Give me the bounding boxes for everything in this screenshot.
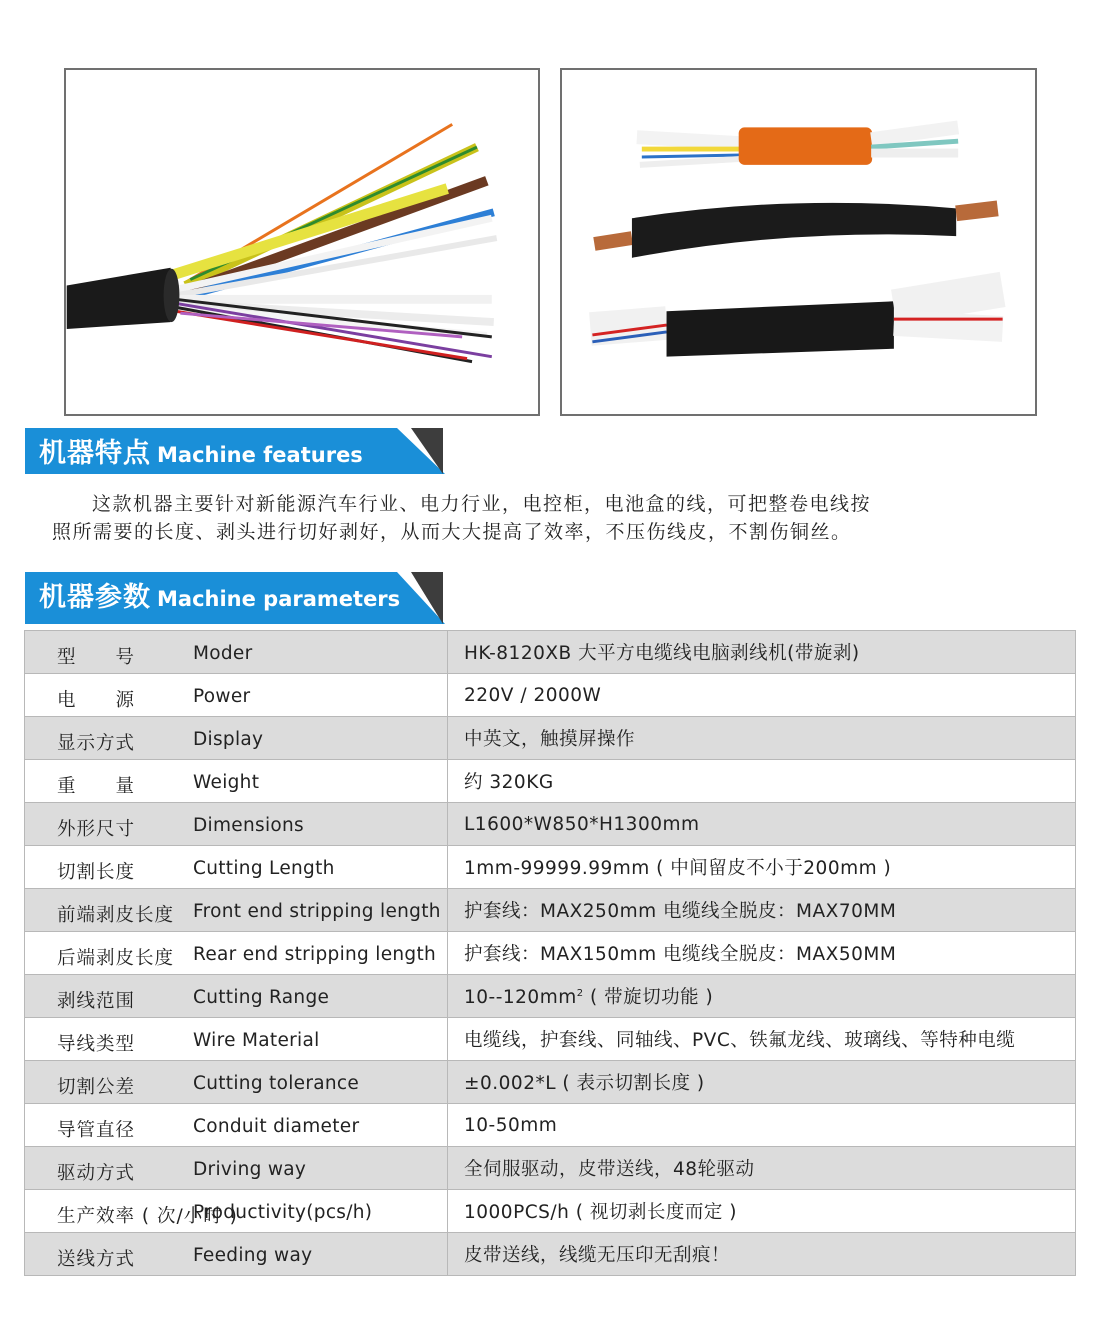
param-name-cn: 剥线范围 [57,991,136,1012]
param-name-en: Driving way [193,1159,307,1180]
table-row [25,1061,1076,1104]
param-name-cell [25,889,448,932]
param-value: 电缆线，护套线、同轴线、PVC、铁氟龙线、玻璃线、等特种电缆 [464,1030,1016,1051]
param-name-en: Power [193,686,251,707]
param-name-en: Feeding way [193,1245,313,1266]
cable-photo-left [64,68,540,416]
multicore-cable-illustration [66,70,538,414]
param-name-cell [25,975,448,1018]
param-name-cell [25,1147,448,1190]
param-name-cn: 切割公差 [57,1077,136,1098]
table-row [25,803,1076,846]
param-value: 护套线：MAX150mm 电缆线全脱皮：MAX50MM [464,944,897,965]
param-name-cell [25,803,448,846]
param-value: 全伺服驱动，皮带送线，48轮驱动 [464,1159,755,1180]
table-row [25,846,1076,889]
table-row [25,760,1076,803]
table-row [25,932,1076,975]
param-name-en: Dimensions [193,815,304,836]
params-section-title [39,580,400,619]
param-name-en: Cutting Length [193,858,335,879]
param-value-cell [448,1190,1076,1233]
param-value-suffix: ( 带旋切功能 ) [583,987,714,1008]
table-row [25,674,1076,717]
param-name-cn: 送线方式 [57,1249,136,1270]
param-value: 中英文，触摸屏操作 [464,729,636,750]
param-name-cn: 驱动方式 [57,1163,136,1184]
cable-photo-right [560,68,1037,416]
param-name-cell [25,674,448,717]
param-name-en: Front end stripping length [193,901,441,922]
table-row [25,1018,1076,1061]
parameters-table [24,630,1076,1276]
table-row [25,1190,1076,1233]
param-value: L1600*W850*H1300mm [464,813,700,835]
param-value-cell [448,760,1076,803]
features-section-banner [25,428,445,480]
three-cables-illustration [562,70,1035,414]
table-row [25,631,1076,674]
black-copper-cable [594,203,997,258]
param-value: ±0.002*L ( 表示切割长度 ) [464,1073,705,1094]
table-row [25,717,1076,760]
param-name-en: Conduit diameter [193,1116,360,1137]
param-name-cell [25,1104,448,1147]
param-value-cell [448,717,1076,760]
param-value: 护套线：MAX250mm 电缆线全脱皮：MAX70MM [464,901,897,922]
features-title-en: Machine features [157,443,363,467]
table-row [25,1147,1076,1190]
param-name-cell [25,1018,448,1061]
param-name-cn: 前端剥皮长度 [57,905,175,926]
features-section-title [39,436,363,475]
params-title-en: Machine parameters [157,587,401,611]
param-value-cell [448,803,1076,846]
param-name-en: Display [193,729,264,750]
param-value: HK-8120XB 大平方电缆线电脑剥线机(带旋剥) [464,643,860,664]
features-title-cn: 机器特点 [39,438,151,469]
param-value-cell [448,1018,1076,1061]
param-name-en: Moder [193,643,253,664]
param-name-en: Productivity(pcs/h) [193,1202,373,1223]
param-name-cn: 重 量 [57,776,136,797]
param-value: 220V / 2000W [464,684,602,706]
param-name-cell [25,631,448,674]
table-row [25,1104,1076,1147]
description-line-1: 这款机器主要针对新能源汽车行业、电力行业，电控柜，电池盒的线，可把整卷电线按 [92,493,872,515]
orange-cable [637,127,958,165]
param-value-cell [448,932,1076,975]
param-name-cn: 导线类型 [57,1034,136,1055]
param-value-cell [448,889,1076,932]
param-name-en: Wire Material [193,1030,320,1051]
params-title-cn: 机器参数 [39,582,151,613]
param-value: 10--120mm [464,987,577,1008]
parameters-section-banner [25,572,445,624]
param-value-cell [448,1147,1076,1190]
param-name-cell [25,1233,448,1276]
param-value-cell [448,631,1076,674]
param-name-en: Cutting Range [193,987,330,1008]
param-name-cn: 电 源 [57,690,136,711]
param-name-cell [25,1061,448,1104]
param-name-cn: 生产效率 ( 次/小时 ) [57,1206,238,1227]
param-value: 约 320KG [464,772,554,793]
param-value: 10-50mm [464,1114,558,1136]
description-line-2: 照所需要的长度、剥头进行切好剥好，从而大大提高了效率，不压伤线皮，不割伤铜丝。 [52,521,852,543]
param-name-cn: 外形尺寸 [57,819,136,840]
table-row [25,889,1076,932]
param-name-cn: 后端剥皮长度 [57,948,175,969]
param-name-cell [25,932,448,975]
table-row [25,1233,1076,1276]
param-name-cell [25,717,448,760]
param-value-superscript: 2 [576,987,584,999]
param-value: 皮带送线，线缆无压印无刮痕！ [464,1245,731,1266]
black-fibre-cable [590,289,1002,356]
param-name-en: Rear end stripping length [193,944,437,965]
param-name-cell [25,1190,448,1233]
param-name-en: Weight [193,772,260,793]
param-name-cn: 显示方式 [57,733,136,754]
param-value-cell [448,1104,1076,1147]
param-value-cell [448,674,1076,717]
machine-description [52,490,1052,546]
param-value-cell [448,846,1076,889]
param-name-cn: 切割长度 [57,862,136,883]
table-row [25,975,1076,1018]
param-value-cell [448,1061,1076,1104]
param-name-cell [25,846,448,889]
param-value-cell [448,1233,1076,1276]
param-name-cn: 导管直径 [57,1120,136,1141]
param-value: 1000PCS/h ( 视切剥长度而定 ) [464,1202,737,1223]
param-name-cn: 型 号 [57,647,136,668]
param-value-cell [448,975,1076,1018]
param-name-en: Cutting tolerance [193,1073,360,1094]
param-name-cell [25,760,448,803]
param-value: 1mm-99999.99mm ( 中间留皮不小于200mm ) [464,858,892,879]
